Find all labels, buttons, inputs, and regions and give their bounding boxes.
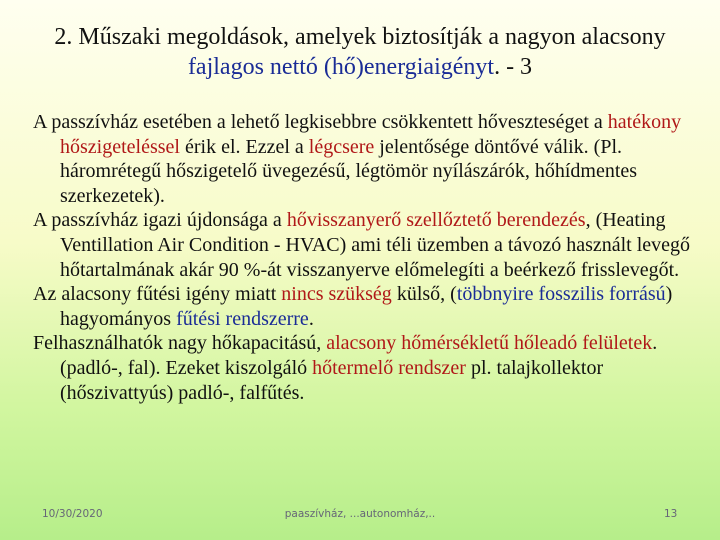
paragraph-text: . (padló-, fal). Ezeket kiszolgáló (60, 332, 658, 379)
highlight-red: nincs szükség (281, 283, 392, 306)
paragraph-text: , (Heating Ventillation Air Condition - HVAC) ami téli üzemben a távozó használt levegő hőtartalmának akár 90 %-át visszanyerve előmelegíti a beérkező frisslevegőt. (60, 209, 691, 281)
paragraph-text: jelentősége döntővé válik. (Pl. háromrétegű hőszigetelő üvegezésű, légtömör nyílászárók, hőhídmentes szerkezetek). (60, 135, 638, 207)
highlight-red: alacsony hőmérsékletű hőleadó felületek (326, 332, 653, 355)
highlight-blue: többnyire fosszilis forrású (456, 283, 666, 306)
title-suffix: . - 3 (494, 54, 533, 80)
highlight-red: légcsere (308, 135, 375, 158)
paragraph-text: érik el. Ezzel a (179, 135, 309, 158)
highlight-blue: fűtési rendszerre (176, 307, 309, 330)
paragraph-text: Az alacsony fűtési igény miatt (33, 283, 282, 306)
paragraph-text: . (308, 307, 314, 330)
footer-center-text: paaszívház, ...autonomház,.. (284, 508, 436, 520)
paragraph-text: A passzívház igazi újdonsága a (33, 209, 287, 232)
paragraph-text: pl. talajkollektor (hőszivattyús) padló-, falfűtés. (60, 356, 604, 404)
title-text: 2. Műszaki megoldások, amelyek biztosítják a nagyon alacsony (54, 24, 666, 50)
paragraph-3 (33, 282, 693, 331)
paragraph-2 (33, 208, 693, 282)
paragraph-text: ) hagyományos (60, 283, 673, 330)
highlight-red: hőtermelő rendszer (312, 356, 466, 379)
paragraph-text: külső, ( (391, 283, 457, 306)
paragraph-text: Felhasználhatók nagy hőkapacitású, (33, 332, 327, 355)
paragraph-1 (33, 110, 693, 208)
highlight-red: hővisszanyerő szellőztető berendezés (286, 209, 586, 232)
title-highlight: fajlagos nettó (hő)energiaigényt (187, 54, 495, 80)
paragraph-4 (33, 331, 693, 405)
footer-date: 10/30/2020 (42, 508, 103, 520)
paragraph-text: A passzívház esetében a lehető legkisebbre csökkentett hőveszteséget a (33, 111, 608, 133)
highlight-red: hatékony hőszigeteléssel (60, 111, 682, 158)
slide-number: 13 (664, 508, 678, 520)
slide-title (20, 22, 700, 82)
slide-body (33, 110, 693, 405)
